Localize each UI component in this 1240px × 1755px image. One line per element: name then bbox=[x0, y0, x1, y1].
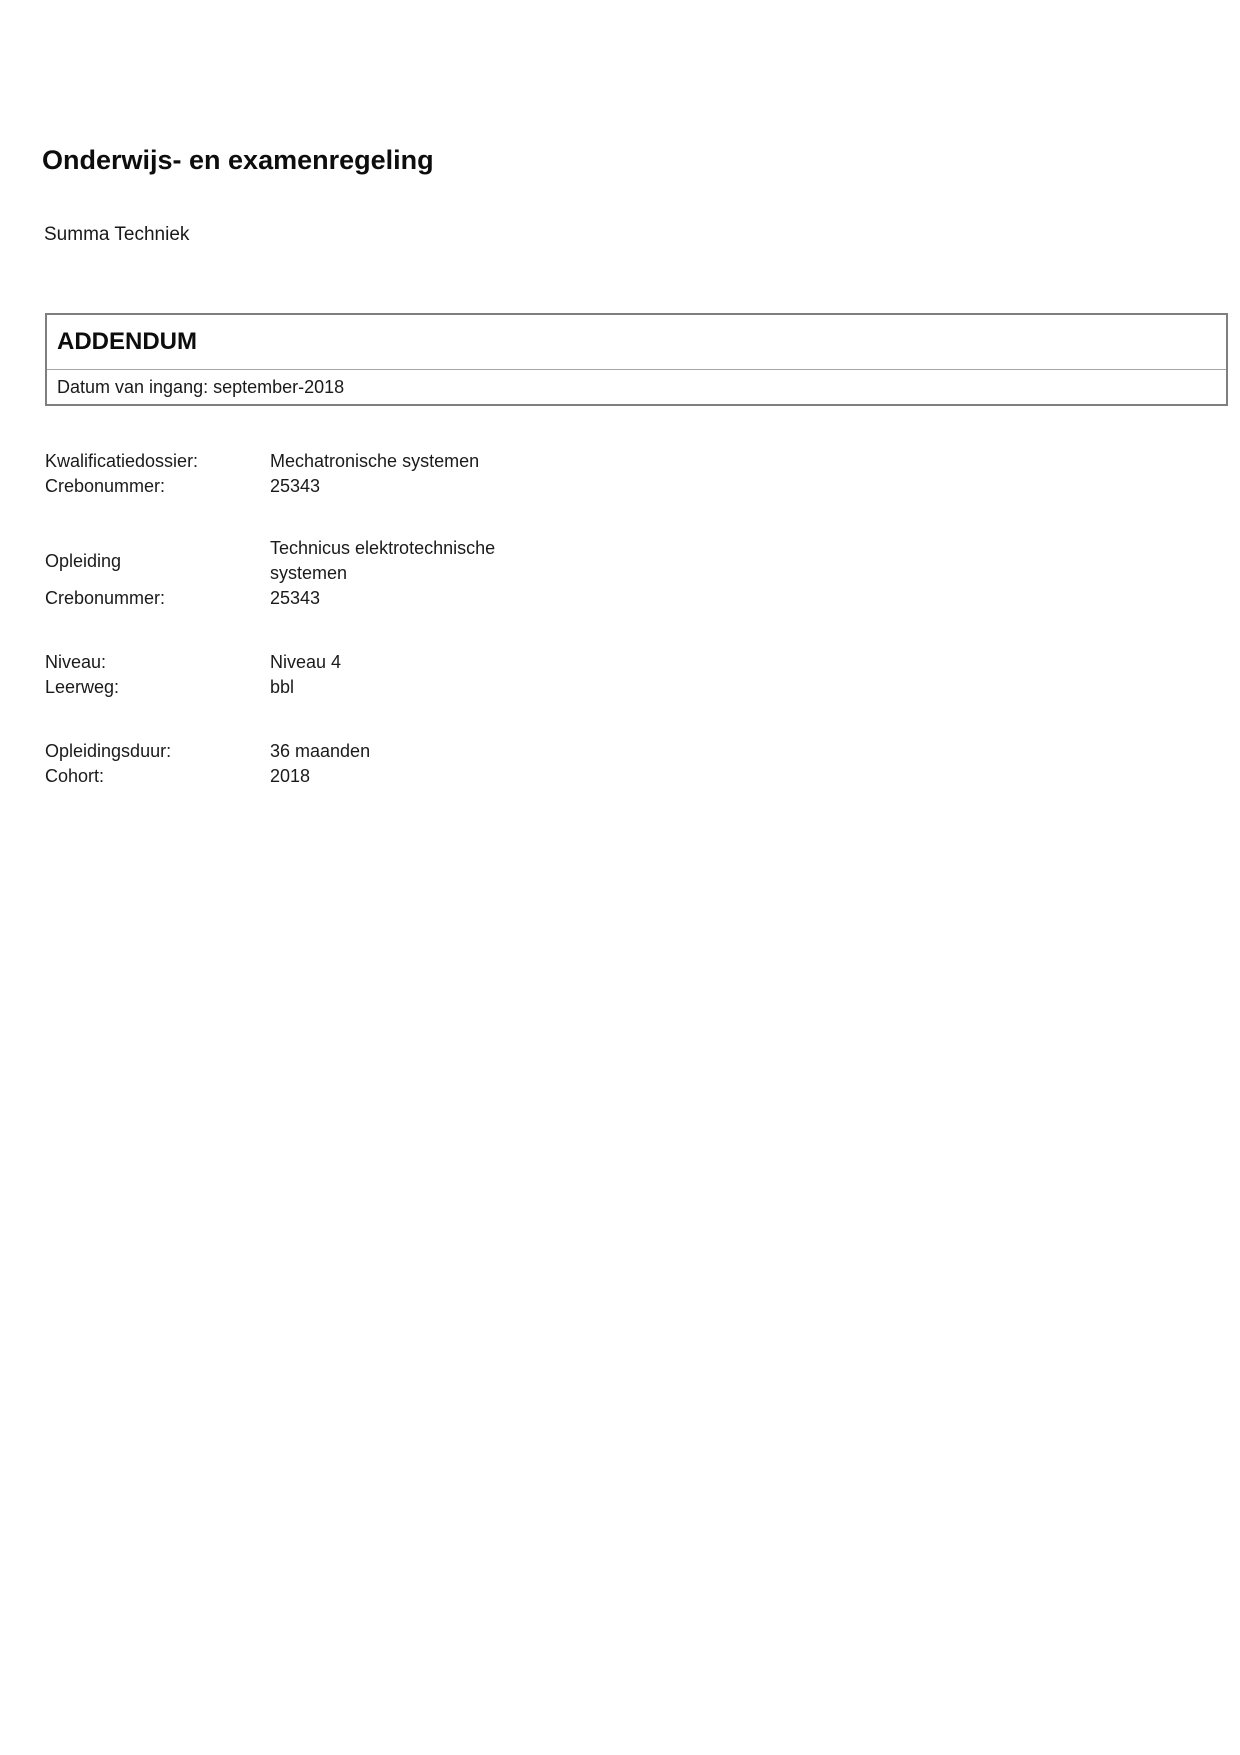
field-label: Leerweg: bbox=[45, 677, 120, 697]
field-label: Niveau: bbox=[45, 652, 107, 672]
field-value: bbl bbox=[270, 677, 295, 697]
page-subtitle: Summa Techniek bbox=[44, 224, 190, 245]
field-value: 25343 bbox=[270, 476, 321, 496]
field-row bbox=[45, 764, 525, 789]
field-row bbox=[45, 449, 525, 474]
field-group-niveau-leerweg bbox=[45, 650, 525, 700]
field-row bbox=[45, 739, 525, 764]
field-label: Cohort: bbox=[45, 766, 105, 786]
field-value: Mechatronische systemen bbox=[270, 451, 480, 471]
addendum-date-line: Datum van ingang: september-2018 bbox=[57, 376, 345, 397]
addendum-date-row bbox=[47, 370, 1226, 404]
field-row bbox=[45, 586, 525, 611]
addendum-table bbox=[45, 313, 1228, 406]
field-label: Kwalificatiedossier: bbox=[45, 451, 199, 471]
field-row bbox=[45, 650, 525, 675]
field-label: Crebonummer: bbox=[45, 476, 166, 496]
field-group-opleiding bbox=[45, 536, 525, 611]
field-row bbox=[45, 536, 525, 586]
field-row bbox=[45, 675, 525, 700]
field-group-kwalificatiedossier bbox=[45, 449, 525, 499]
field-value: 2018 bbox=[270, 766, 311, 786]
addendum-heading-row bbox=[47, 315, 1226, 370]
field-label: Opleidingsduur: bbox=[45, 741, 172, 761]
field-value: Technicus elektrotechnische systemen bbox=[270, 538, 496, 583]
field-value: 25343 bbox=[270, 588, 321, 608]
field-group-duur-cohort bbox=[45, 739, 525, 789]
addendum-heading: ADDENDUM bbox=[57, 328, 197, 355]
page-title: Onderwijs- en examenregeling bbox=[42, 145, 434, 176]
field-row bbox=[45, 474, 525, 499]
field-label: Opleiding bbox=[45, 550, 122, 571]
field-value: 36 maanden bbox=[270, 741, 371, 761]
field-label: Crebonummer: bbox=[45, 588, 166, 608]
field-value: Niveau 4 bbox=[270, 652, 342, 672]
